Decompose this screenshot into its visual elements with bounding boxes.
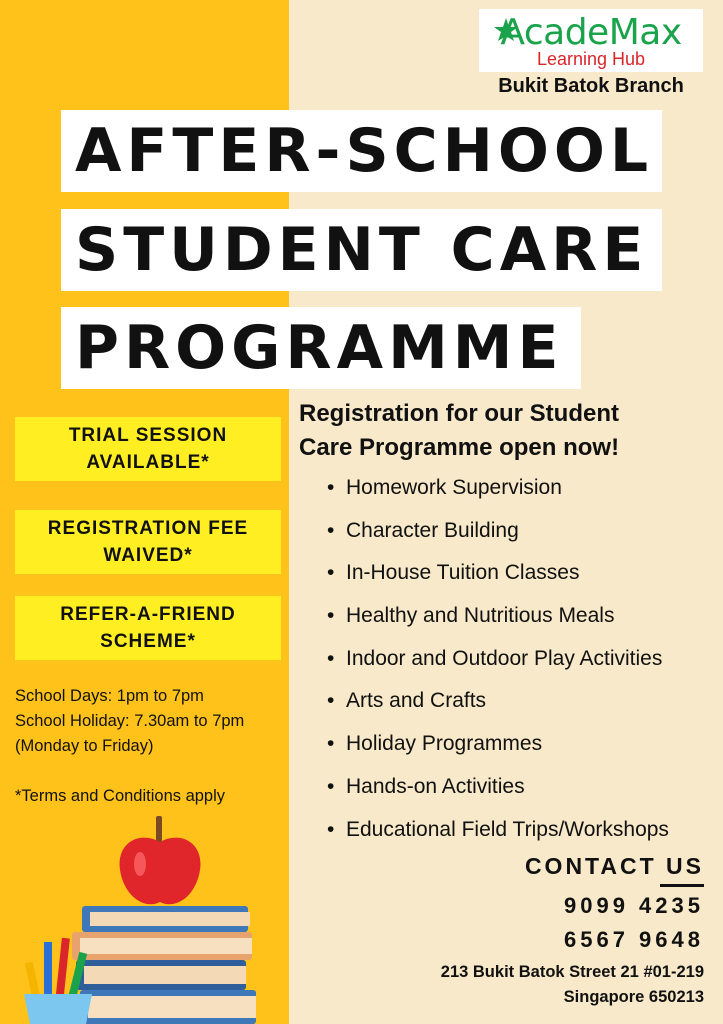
promo-registration-fee (15, 510, 281, 574)
registration-headline (299, 397, 699, 465)
books-icon (72, 906, 256, 1024)
logo (479, 9, 703, 72)
title-line-3 (61, 307, 581, 389)
title-line-1 (61, 110, 662, 192)
promo-trial-session (15, 417, 281, 481)
promo-refer-a-friend (15, 596, 281, 660)
phone-number-1[interactable]: 9099 4235 (564, 893, 704, 918)
contact-underline (660, 884, 704, 887)
school-holiday-hours: School Holiday: 7.30am to 7pm (15, 712, 245, 730)
feature-item: • Holiday Programmes (327, 729, 669, 772)
title-line-3-text: PROGRAMME (75, 313, 564, 383)
promo-text: REFER-A-FRIEND (60, 604, 236, 625)
feature-list (327, 473, 669, 857)
feature-item: • Character Building (327, 516, 669, 559)
feature-item: • Healthy and Nutritious Meals (327, 601, 669, 644)
feature-item: • Indoor and Outdoor Play Activities (327, 644, 669, 687)
school-days-hours: School Days: 1pm to 7pm (15, 687, 204, 705)
promo-text: REGISTRATION FEE (47, 518, 249, 539)
contact-heading: CONTACT US (524, 853, 704, 879)
promo-text: WAIVED* (103, 545, 193, 566)
feature-item: • Hands-on Activities (327, 772, 669, 815)
promo-text: SCHEME* (100, 631, 196, 652)
title-line-1-text: AFTER-SCHOOL (75, 116, 654, 186)
weekdays-note: (Monday to Friday) (15, 737, 154, 755)
title-line-2 (61, 209, 662, 291)
apple-icon (120, 816, 201, 904)
title-line-2-text: STUDENT CARE (75, 215, 649, 285)
logo-subtitle: Learning Hub (536, 49, 646, 69)
school-illustration (20, 812, 260, 1024)
headline-line-2: Care Programme open now! (299, 434, 620, 461)
feature-item: • Educational Field Trips/Workshops (327, 815, 669, 858)
address-line-2: Singapore 650213 (563, 988, 704, 1006)
operating-hours (15, 684, 285, 759)
headline-line-1: Registration for our Student (299, 400, 619, 427)
promo-text: TRIAL SESSION (68, 425, 228, 446)
feature-item: • In-House Tuition Classes (327, 558, 669, 601)
terms-note: *Terms and Conditions apply (15, 787, 226, 805)
promo-text: AVAILABLE* (86, 452, 210, 473)
feature-item: • Arts and Crafts (327, 686, 669, 729)
feature-item: • Homework Supervision (327, 473, 669, 516)
phone-number-2[interactable]: 6567 9648 (564, 927, 704, 952)
logo-name: AcadeMax (500, 12, 682, 53)
branch-name: Bukit Batok Branch (498, 75, 684, 97)
address-line-1: 213 Bukit Batok Street 21 #01-219 (440, 963, 704, 981)
